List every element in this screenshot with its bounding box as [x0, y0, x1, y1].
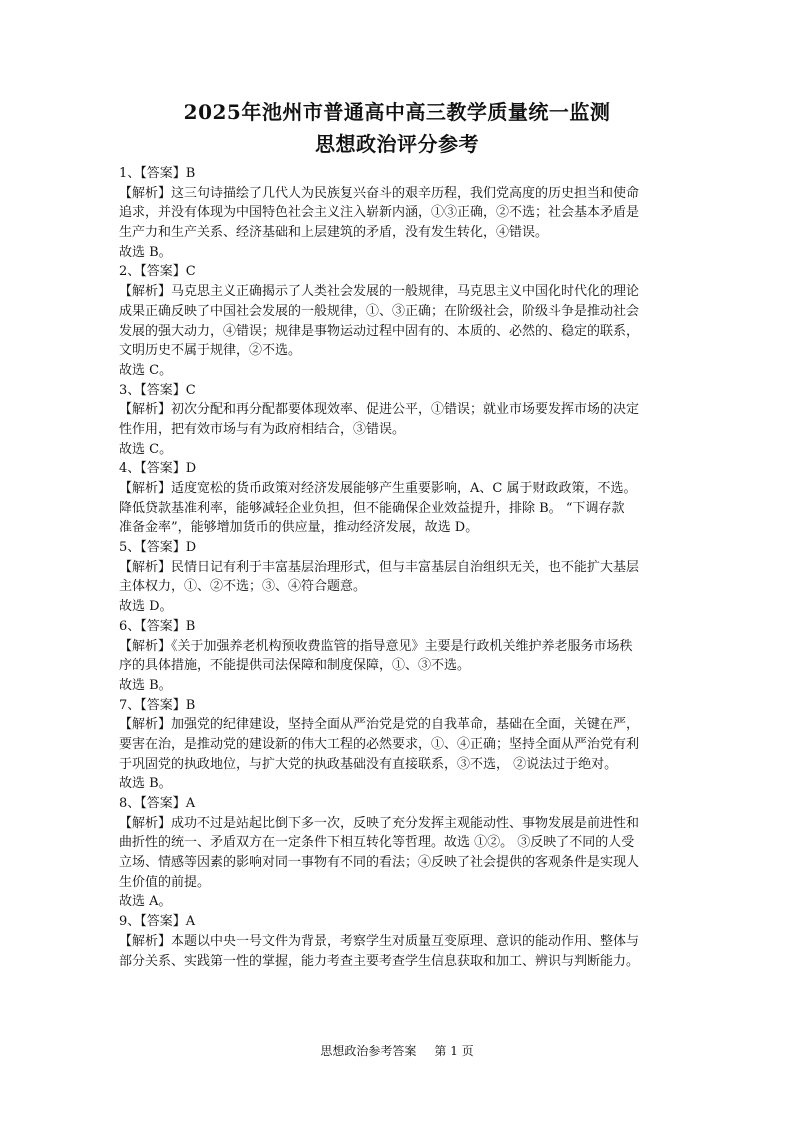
page-footer — [0, 1043, 794, 1059]
text-line: 【解析】适度宽松的货币政策对经济发展能够产生重要影响，A、C 属于财政政策，不选。 — [119, 481, 637, 496]
text-line: 故选 D。 — [119, 599, 173, 615]
text-line: 故选 C。 — [119, 441, 173, 457]
text-line: 9、【答案】A — [119, 914, 196, 930]
text-line: 生产力和生产关系、经济基础和上层建筑的矛盾，没有发生转化，④错误。 — [119, 225, 549, 241]
text-line: 【解析】本题以中央一号文件为背景，考察学生对质量互变原理、意识的能动作用、整体与 — [119, 933, 640, 949]
text-line: 8、【答案】A — [119, 796, 196, 811]
text-line: 生价值的前提。 — [119, 874, 211, 890]
answer-content — [119, 164, 679, 971]
text-line: 【解析】初次分配和再分配都要体现效率、促进公平，①错误；就业市场要发挥市场的决定 — [119, 402, 640, 418]
text-line: 2、【答案】C — [119, 264, 196, 280]
page-title: 2025年池州市普通高中高三教学质量统一监测 — [183, 100, 611, 124]
text-line: 【解析】民情日记有利于丰富基层治理形式，但与丰富基层自治组织无关，也不能扩大基层 — [119, 559, 640, 575]
text-line: 于巩固党的执政地位，与扩大党的执政基础没有直接联系，③不选， ②说法过于绝对。 — [119, 756, 618, 772]
text-line: 故选 C。 — [119, 362, 173, 378]
text-line: 【解析】马克思主义正确揭示了人类社会发展的一般规律，马克思主义中国化时代化的理论 — [119, 284, 640, 300]
footer-document-label: 思想政治参考答案 — [320, 1044, 417, 1058]
page-subtitle: 思想政治评分参考 — [315, 132, 479, 156]
text-line: 降低贷款基准利率，能够减轻企业负担，但不能确保企业效益提升，排除 B。 “下调存款 — [119, 500, 625, 516]
text-line: 准备金率”，能够增加货币的供应量，推动经济发展，故选 D。 — [119, 520, 479, 536]
text-line: 文明历史不属于规律，②不选。 — [119, 343, 302, 359]
text-line: 部分关系、实践第一性的掌握，能力考查主要考查学生信息获取和加工、辨识与判断能力。 — [119, 953, 640, 969]
text-line: 7、【答案】B — [119, 697, 196, 713]
text-line: 曲折性的统一、矛盾双方在一定条件下相互转化等哲理。故选 ①②。 ③反映了不同的人受 — [119, 835, 635, 851]
text-line: 性作用，把有效市场与有为政府相结合，③错误。 — [119, 421, 406, 437]
text-line: 1、【答案】B — [119, 166, 196, 181]
text-line: 成果正确反映了中国社会发展的一般规律，①、③正确；在阶级社会，阶级斗争是推动社会 — [119, 303, 640, 319]
text-line: 4、【答案】D — [119, 461, 197, 477]
text-line: 序的具体措施，不能提供司法保障和制度保障，①、③不选。 — [119, 658, 471, 674]
text-line: 6、【答案】B — [119, 618, 196, 634]
text-line: 立场、情感等因素的影响对同一事物有不同的看法；④反映了社会提供的客观条件是实现人 — [119, 855, 640, 871]
text-line: 5、【答案】D — [119, 540, 197, 556]
text-line: 3、【答案】C — [119, 382, 196, 398]
text-line: 【解析】《关于加强养老机构预收费监管的指导意见》主要是行政机关维护养老服务市场秩 — [119, 638, 633, 654]
text-line: 【解析】成功不过是站起比倒下多一次，反映了充分发挥主观能动性、事物发展是前进性和 — [119, 815, 640, 831]
text-line: 【解析】加强党的纪律建设，坚持全面从严治党是党的自我革命，基础在全面，关键在严， — [119, 717, 640, 733]
text-line: 追求，并没有体现为中国特色社会主义注入崭新内涵，①③正确，②不选；社会基本矛盾是 — [119, 205, 640, 221]
text-line: 故选 B。 — [119, 244, 172, 260]
text-line: 故选 B。 — [119, 677, 172, 693]
text-line: 故选 B。 — [119, 776, 172, 792]
footer-page-number: 第 1 页 — [434, 1044, 474, 1058]
text-line: 主体权力，①、②不选；③、④符合题意。 — [119, 579, 367, 595]
text-line: 故选 A。 — [119, 894, 172, 910]
text-line: 【解析】这三句诗描绘了几代人为民族复兴奋斗的艰辛历程，我们党高度的历史担当和使命 — [119, 185, 640, 201]
text-line: 要害在治，是推动党的建设新的伟大工程的必然要求，①、④正确；坚持全面从严治党有利 — [119, 736, 640, 752]
text-line: 发展的强大动力，④错误；规律是事物运动过程中固有的、本质的、必然的、稳定的联系， — [119, 323, 640, 339]
